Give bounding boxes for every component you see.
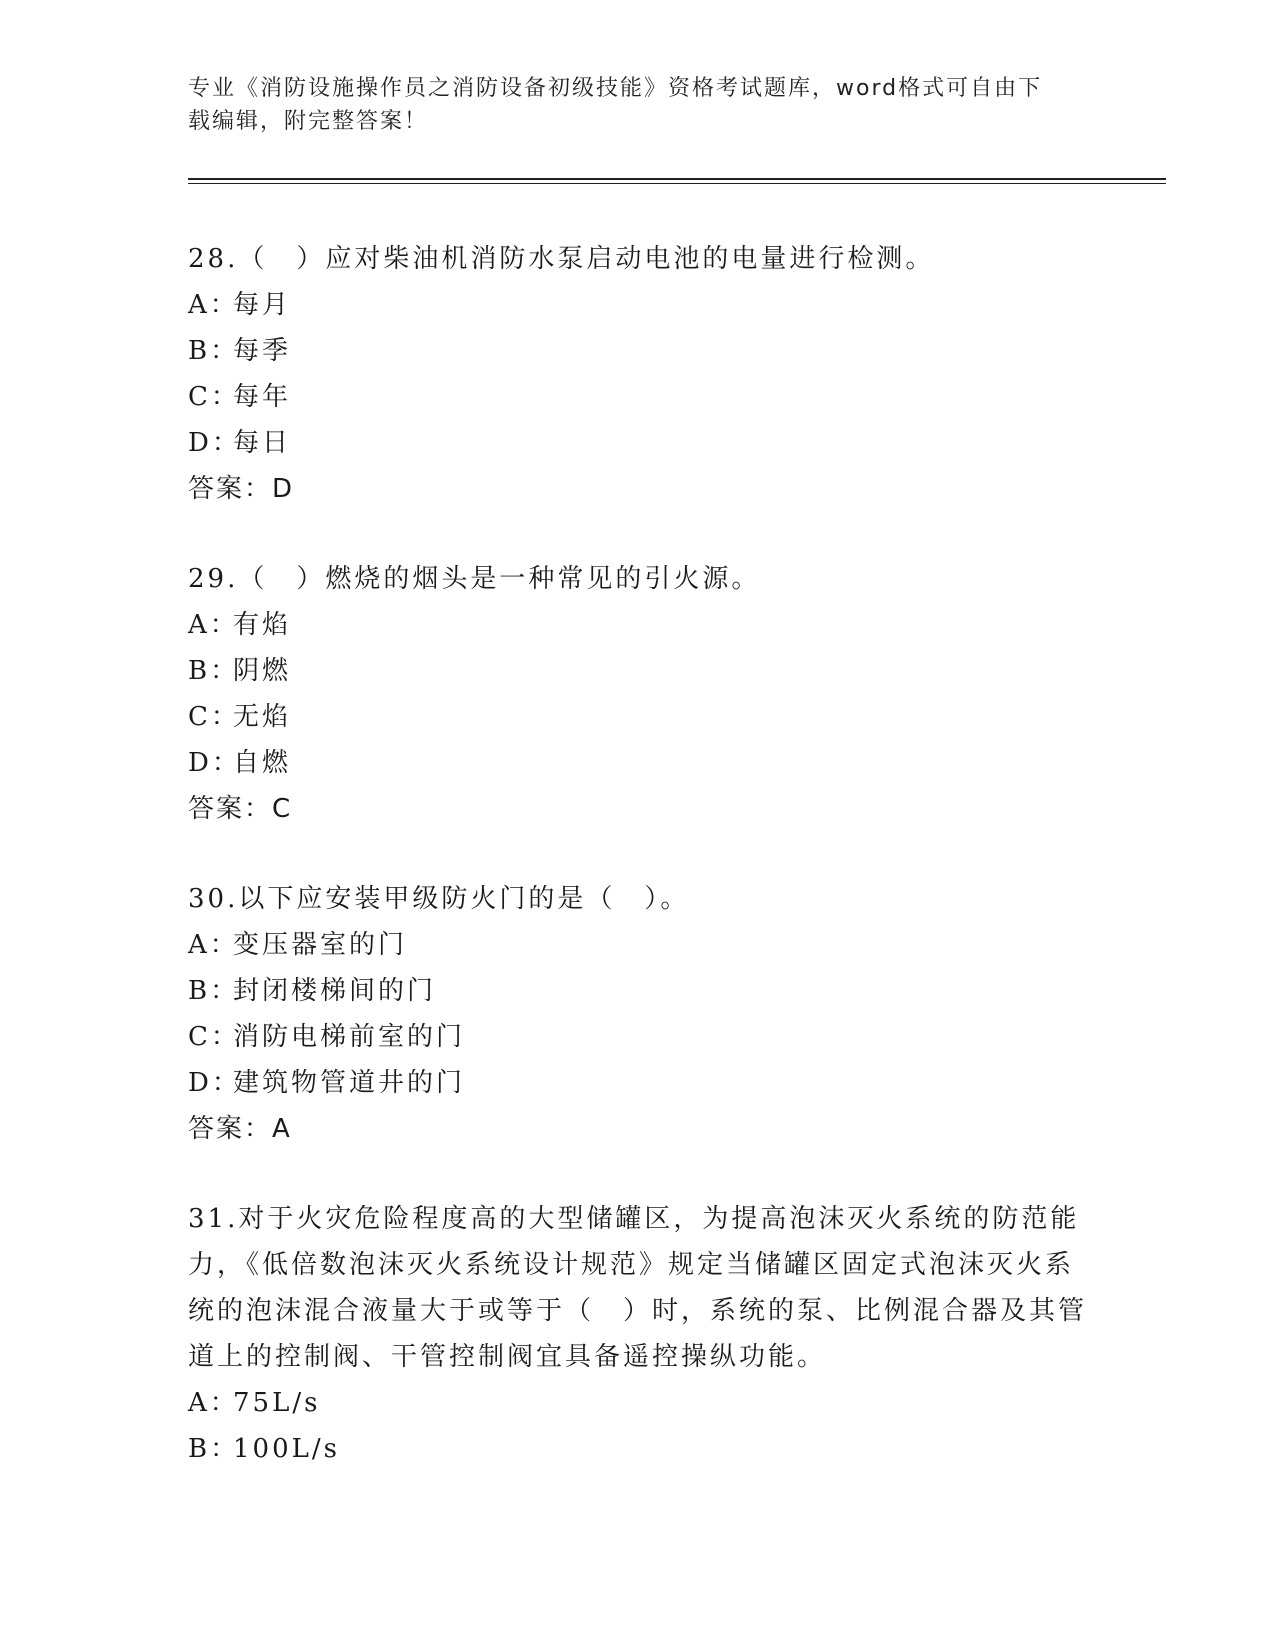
option-text: 每月: [233, 290, 292, 320]
option-text: 每日: [233, 428, 292, 458]
option-a: [188, 602, 1088, 648]
question-29: [188, 556, 1088, 832]
option-key: D：: [188, 1068, 241, 1098]
option-text: 有焰: [233, 610, 292, 640]
question-31: [188, 1196, 1088, 1472]
option-key: A：: [188, 610, 239, 640]
option-text: 阴燃: [233, 656, 292, 686]
option-text: 封闭楼梯间的门: [233, 976, 437, 1006]
option-key: C：: [188, 382, 240, 412]
option-key: B：: [188, 1434, 240, 1464]
option-d: [188, 740, 1088, 786]
header-divider-bottom: [188, 183, 1166, 184]
option-b: [188, 328, 1088, 374]
option-text: 无焰: [233, 702, 292, 732]
option-b: [188, 968, 1088, 1014]
option-b: [188, 648, 1088, 694]
question-stem: 31.对于火灾危险程度高的大型储罐区，为提高泡沫灭火系统的防范能力，《低倍数泡沫灭火系统设计规范》规定当储罐区固定式泡沫灭火系统的泡沫混合液量大于或等于（ ）时，系统的泵、比例混合器及其管道上的控制阀、干管控制阀宜具备遥控操纵功能。: [188, 1204, 1088, 1372]
answer-line: 答案：A: [188, 1114, 292, 1144]
header-line-1: 专业《消防设施操作员之消防设备初级技能》资格考试题库，word格式可自由下: [188, 76, 1043, 101]
option-key: A：: [188, 290, 239, 320]
option-a: [188, 922, 1088, 968]
option-key: B：: [188, 976, 240, 1006]
option-c: [188, 374, 1088, 420]
option-text: 变压器室的门: [233, 930, 408, 960]
option-b: [188, 1426, 1088, 1472]
answer-line: 答案：C: [188, 794, 293, 824]
question-stem: 30.以下应安装甲级防火门的是（ ）。: [188, 884, 690, 914]
option-key: C：: [188, 1022, 240, 1052]
question-30: [188, 876, 1088, 1152]
option-c: [188, 1014, 1088, 1060]
option-text: 100L/s: [233, 1434, 340, 1464]
option-key: D：: [188, 428, 241, 458]
question-stem: 29.（ ）燃烧的烟头是一种常见的引火源。: [188, 564, 761, 594]
header-line-2: 载编辑，附完整答案！: [188, 109, 429, 134]
question-28: [188, 236, 1088, 512]
answer-line: 答案：D: [188, 474, 295, 504]
header-divider-top: [188, 178, 1166, 180]
option-key: D：: [188, 748, 241, 778]
option-key: A：: [188, 930, 239, 960]
question-stem: 28.（ ）应对柴油机消防水泵启动电池的电量进行检测。: [188, 244, 935, 274]
option-text: 每季: [233, 336, 292, 366]
option-key: B：: [188, 656, 240, 686]
option-a: [188, 1380, 1088, 1426]
option-text: 建筑物管道井的门: [233, 1068, 466, 1098]
question-list: [188, 236, 1088, 1516]
option-d: [188, 420, 1088, 466]
option-text: 75L/s: [233, 1388, 321, 1418]
option-c: [188, 694, 1088, 740]
option-key: A：: [188, 1388, 239, 1418]
option-text: 自燃: [233, 748, 292, 778]
document-header: [188, 72, 1068, 138]
option-a: [188, 282, 1088, 328]
option-key: C：: [188, 702, 240, 732]
option-key: B：: [188, 336, 240, 366]
option-text: 消防电梯前室的门: [233, 1022, 466, 1052]
option-text: 每年: [233, 382, 292, 412]
option-d: [188, 1060, 1088, 1106]
